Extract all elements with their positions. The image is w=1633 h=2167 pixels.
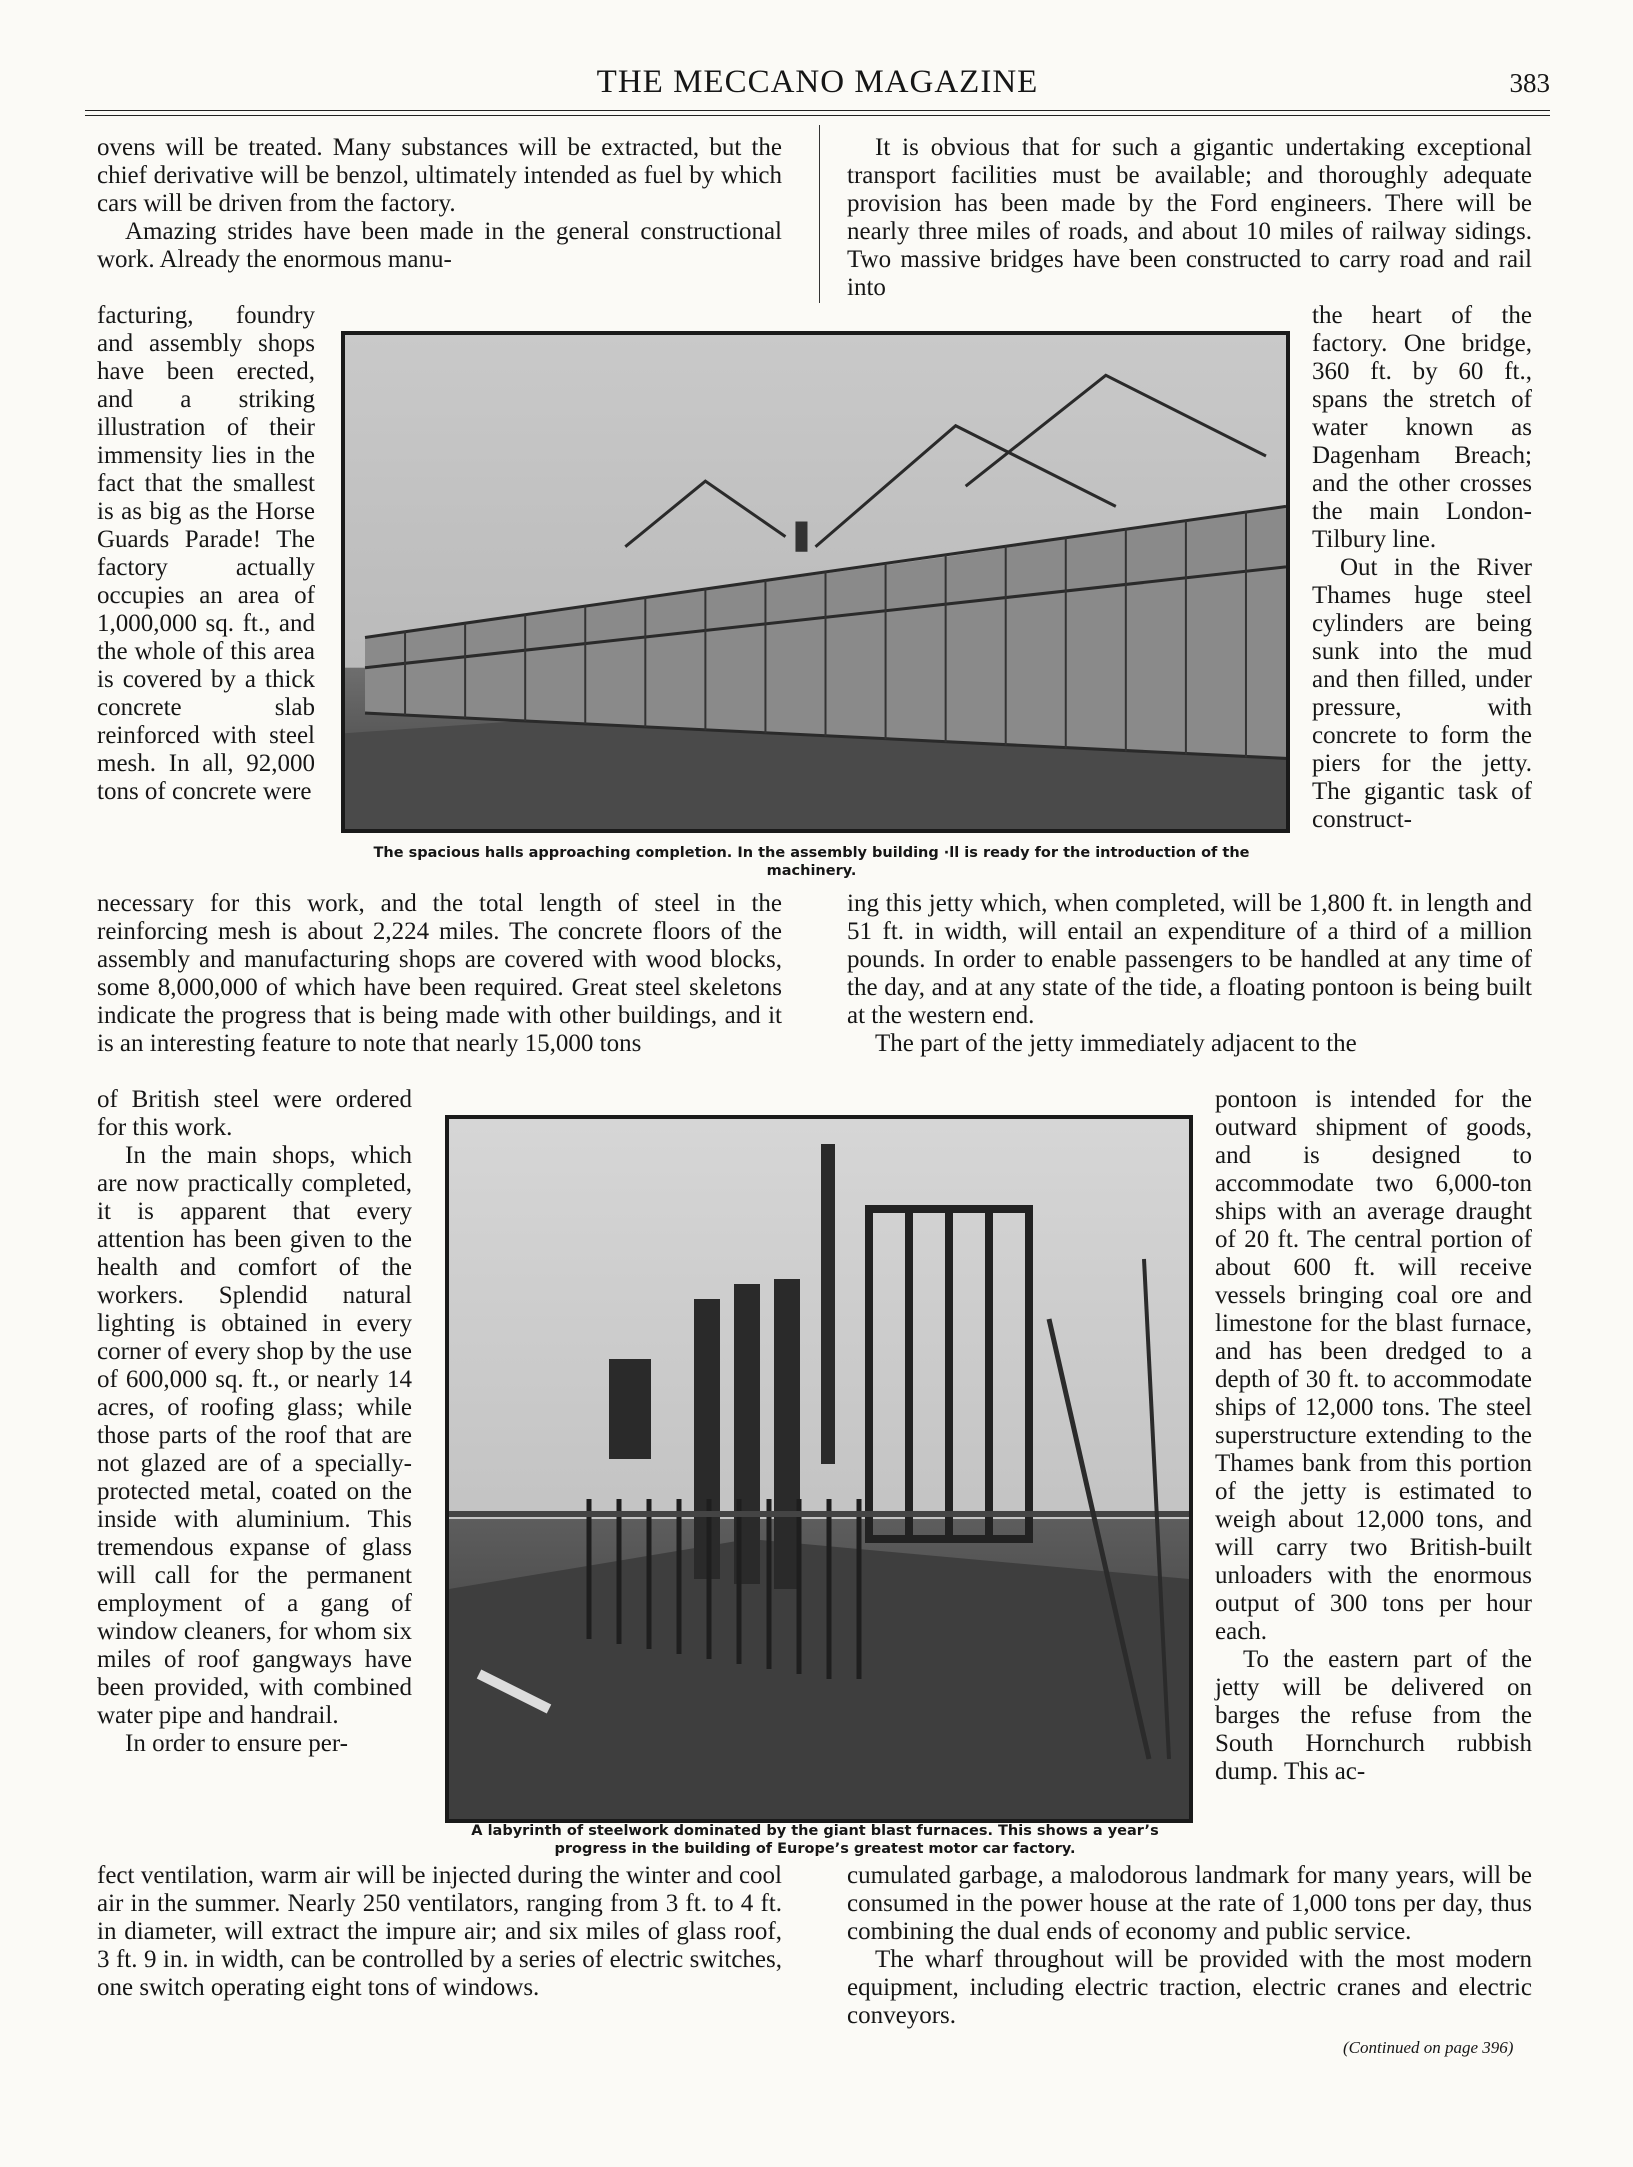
right-column-narrow	[1312, 302, 1532, 834]
paragraph: Out in the River Thames huge steel cylinders are being sunk into the mud and then filled, under pressure, with concrete to form the piers for the jetty. The gigantic task of construct-	[1312, 554, 1532, 833]
paragraph: facturing, foundry and assembly shops have been erected, and a striking illustration of their immensity lies in the fact that the smallest is as big as the Horse Guards Parade! The factory actually occupies an area of 1,000,000 sq. ft., and the whole of this area is covered by a thick concrete slab reinforced with steel mesh. In all, 92,000 tons of concrete were	[97, 302, 315, 805]
paragraph: It is obvious that for such a gigantic undertaking exceptional transport facilities must be available; and thoroughly adequate provision has been made by the Ford engineers. There will be nearly three miles of roads, and about 10 miles of railway sidings. Two massive bridges have been constructed to carry road and rail into	[847, 134, 1532, 301]
column-divider	[819, 125, 820, 303]
left-column-narrow-lower	[97, 1086, 412, 1758]
right-column-top	[847, 134, 1532, 302]
paragraph: necessary for this work, and the total length of steel in the reinforcing mesh is about 2,224 miles. The concrete floors of the assembly and manufacturing shops are covered with wood blocks, some 8,000,000 of which have been required. Great steel skeletons indicate the progress that is being made with other buildings, and it is an interesting feature to note that nearly 15,000 tons	[97, 890, 782, 1057]
right-column-narrow-lower	[1215, 1086, 1532, 1786]
paragraph: cumulated garbage, a malodorous landmark for many years, will be consumed in the power house at the rate of 1,000 tons per day, thus combining the dual ends of economy and public service.	[847, 1862, 1532, 1945]
paragraph: ovens will be treated. Many substances will be extracted, but the chief derivative will be benzol, ultimately intended as fuel by which cars will be driven from the factory.	[97, 134, 782, 217]
paragraph: fect ventilation, warm air will be injected during the winter and cool air in the summer. Nearly 250 ventilators, ranging from 3 ft. to 4 ft. in diameter, will extract the impure air; and six miles of glass roof, 3 ft. 9 in. in width, can be controlled by a series of electric switches, one switch operating eight tons of windows.	[97, 1862, 782, 2001]
photo-assembly-halls	[341, 331, 1290, 833]
caption-blast-furnaces: A labyrinth of steelwork dominated by the giant blast furnaces. This shows a year’s progress in the building of Europe’s greatest motor car factory.	[471, 1823, 1159, 1857]
paragraph: pontoon is intended for the outward shipment of goods, and is designed to accommodate two 6,000-ton ships with an average draught of 20 ft. The central portion of about 600 ft. will receive vessels bringing coal ore and limestone for the blast furnace, and has been dredged to a depth of 30 ft. to accommodate ships of 12,000 tons. The steel superstructure extending to the Thames bank from this portion of the jetty is estimated to weigh about 12,000 tons, and will carry two British-built unloaders with the enormous output of 300 tons per hour each.	[1215, 1086, 1532, 1645]
right-column-bottom	[847, 1862, 1532, 2030]
paragraph: Amazing strides have been made in the general constructional work. Already the enormous manu-	[97, 218, 782, 273]
paragraph: In order to ensure per-	[125, 1730, 349, 1757]
header-rule-bottom	[85, 115, 1550, 116]
left-column-narrow	[97, 302, 315, 806]
left-column-bottom	[97, 1862, 782, 2002]
paragraph: The wharf throughout will be provided with the most modern equipment, including electric traction, electric cranes and electric conveyors.	[847, 1946, 1532, 2029]
page-header	[85, 64, 1550, 104]
left-column-middle	[97, 890, 782, 1058]
header-rule-top	[85, 110, 1550, 111]
paragraph: ing this jetty which, when completed, will be 1,800 ft. in length and 51 ft. in width, will entail an expenditure of a third of a million pounds. In order to enable passengers to be handled at any time of the day, and at any state of the tide, a floating pontoon is being built at the western end.	[847, 890, 1532, 1029]
left-column-top	[97, 134, 782, 274]
paragraph: of British steel were ordered for this work.	[97, 1086, 412, 1141]
blast-furnaces-image	[449, 1119, 1189, 1819]
continued-note[interactable]: (Continued on page 396)	[1343, 2038, 1514, 2057]
page-number: 383	[1509, 68, 1550, 98]
caption-assembly-halls: The spacious halls approaching completion. In the assembly building ·ll is ready for the introduction of the machinery.	[373, 845, 1250, 879]
assembly-halls-image	[345, 335, 1286, 829]
paragraph: The part of the jetty immediately adjacent to the	[875, 1030, 1357, 1057]
paragraph: the heart of the factory. One bridge, 360 ft. by 60 ft., spans the stretch of water known as Dagenham Breach; and the other crosses the main London-Tilbury line.	[1312, 302, 1532, 553]
paragraph: In the main shops, which are now practically completed, it is apparent that every attention has been given to the health and comfort of the workers. Splendid natural lighting is obtained in every corner of every shop by the use of 600,000 sq. ft., or nearly 14 acres, of roofing glass; while those parts of the roof that are not glazed are of a specially-protected metal, coated on the inside with aluminium. This tremendous expanse of glass will call for the permanent employment of a gang of window cleaners, for whom six miles of roof gangways have been provided, with combined water pipe and handrail.	[97, 1142, 412, 1729]
paragraph: To the eastern part of the jetty will be delivered on barges the refuse from the South Hornchurch rubbish dump. This ac-	[1215, 1646, 1532, 1785]
photo-blast-furnaces	[445, 1115, 1193, 1823]
magazine-title: THE MECCANO MAGAZINE	[596, 64, 1039, 100]
right-column-middle	[847, 890, 1532, 1058]
